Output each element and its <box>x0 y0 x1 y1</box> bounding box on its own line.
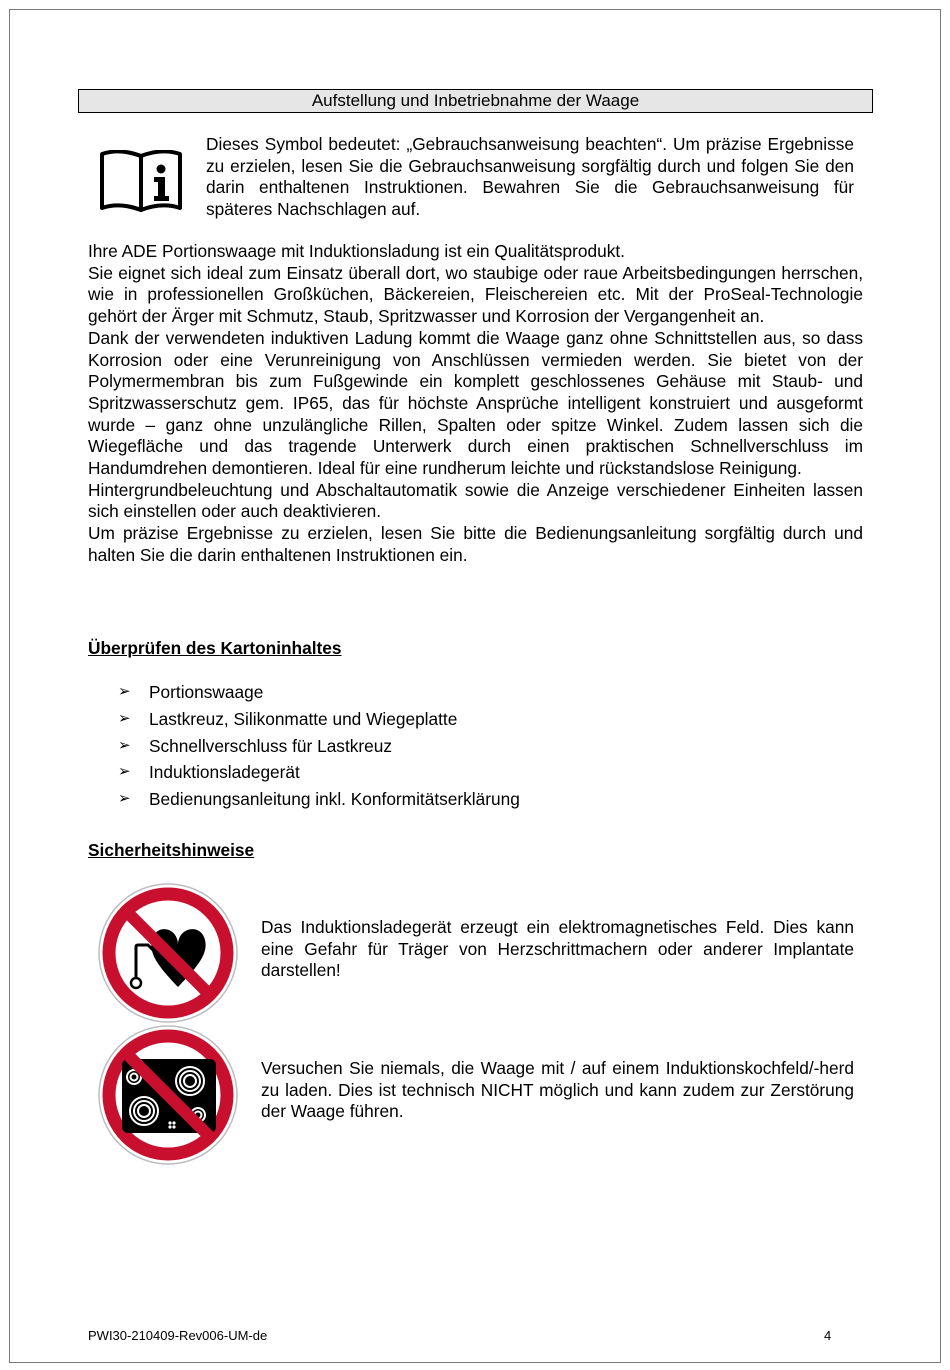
list-item <box>118 706 520 733</box>
contents-heading: Überprüfen des Kartoninhaltes <box>88 638 342 658</box>
paragraph: Um präzise Ergebnisse zu erzielen, lesen Sie bitte die Bedienungsanleitung sorgfältig durch und halten Sie die darin enthaltenen Instruktionen ein. <box>88 523 863 565</box>
arrow-bullet-icon: ➢ <box>118 736 131 754</box>
paragraph: Hintergrundbeleuchtung und Abschaltautomatik sowie die Anzeige verschiedener Einheiten lassen sich einstellen oder auch deaktivieren. <box>88 479 863 522</box>
list-item <box>118 679 520 706</box>
list-item-label: Induktionsladegerät <box>149 762 300 783</box>
paragraph: Ihre ADE Portionswaage mit Induktionsladung ist ein Qualitätsprodukt. <box>88 241 625 261</box>
safety-heading: Sicherheitshinweise <box>88 840 255 860</box>
arrow-bullet-icon: ➢ <box>118 709 131 727</box>
no-induction-cooktop-icon <box>98 1025 238 1165</box>
list-item-label: Lastkreuz, Silikonmatte und Wiegeplatte <box>149 708 458 729</box>
list-item-label: Portionswaage <box>149 682 264 702</box>
no-pacemaker-icon <box>98 883 238 1023</box>
section-title: Aufstellung und Inbetriebnahme der Waage <box>78 89 873 113</box>
list-item-label: Bedienungsanleitung inkl. Konformitätserklärung <box>149 789 520 810</box>
paragraph: Dank der verwendeten induktiven Ladung kommt die Waage ganz ohne Schnittstellen aus, so dass Korrosion oder eine Verunreinigung von Anschlüssen vermieden werden. Sie bietet von der Polymermembran bis zum Fußgewinde ein komplett geschlossenes Gehäuse mit Staub- und Spritzwasserschutz gem. IP65, das für höchste Ansprüche intelligent konstruiert und ausgeformt wurde – ganz ohne unzulängliche Rillen, Spalten oder spitze Winkel. Zudem lassen sich die Wiegefläche und das tragende Unterwerk durch einen praktischen Schnellverschluss im Handumdrehen demontieren. Ideal für eine rundherum leichte und rückstandslose Reinigung. <box>88 327 863 479</box>
list-item <box>118 759 520 786</box>
list-item <box>118 733 520 760</box>
product-description <box>88 241 863 567</box>
induction-cooktop-warning-text: Versuchen Sie niemals, die Waage mit / auf einem Induktionskochfeld/-herd zu laden. Dies ist technisch NICHT möglich und kann zudem zur Zerstörung der Waage führen. <box>261 1058 854 1122</box>
arrow-bullet-icon: ➢ <box>118 763 131 781</box>
pacemaker-warning-text: Das Induktionsladegerät erzeugt ein elektromagnetisches Feld. Dies kann eine Gefahr für Träger von Herzschrittmachern oder anderer Implantate darstellen! <box>261 917 854 981</box>
footer-page-number: 4 <box>824 1328 832 1343</box>
footer-document-id: PWI30-210409-Rev006-UM-de <box>88 1328 268 1343</box>
paragraph: Sie eignet sich ideal zum Einsatz überall dort, wo staubige oder raue Arbeitsbedingungen herrschen, wie in professionellen Großküchen, Bäckereien, Fleischereien etc. Mit der ProSeal-Technologie gehört der Ärger mit Schmutz, Staub, Spritzwasser und Korrosion der Vergangenheit an. <box>88 262 863 327</box>
arrow-bullet-icon: ➢ <box>118 790 131 808</box>
list-item-label: Schnellverschluss für Lastkreuz <box>149 735 393 756</box>
arrow-bullet-icon: ➢ <box>118 683 131 700</box>
contents-list <box>118 679 520 813</box>
manual-symbol-description: Dieses Symbol bedeutet: „Gebrauchsanweisung beachten“. Um präzise Ergebnisse zu erzielen, lesen Sie die Gebrauchsanweisung sorgfältig durch und folgen Sie den darin enthaltenen Instruktionen. Bewahren Sie die Gebrauchsanweisung für späteres Nachschlagen auf. <box>206 134 854 220</box>
list-item <box>118 786 520 813</box>
read-manual-icon <box>98 150 184 214</box>
